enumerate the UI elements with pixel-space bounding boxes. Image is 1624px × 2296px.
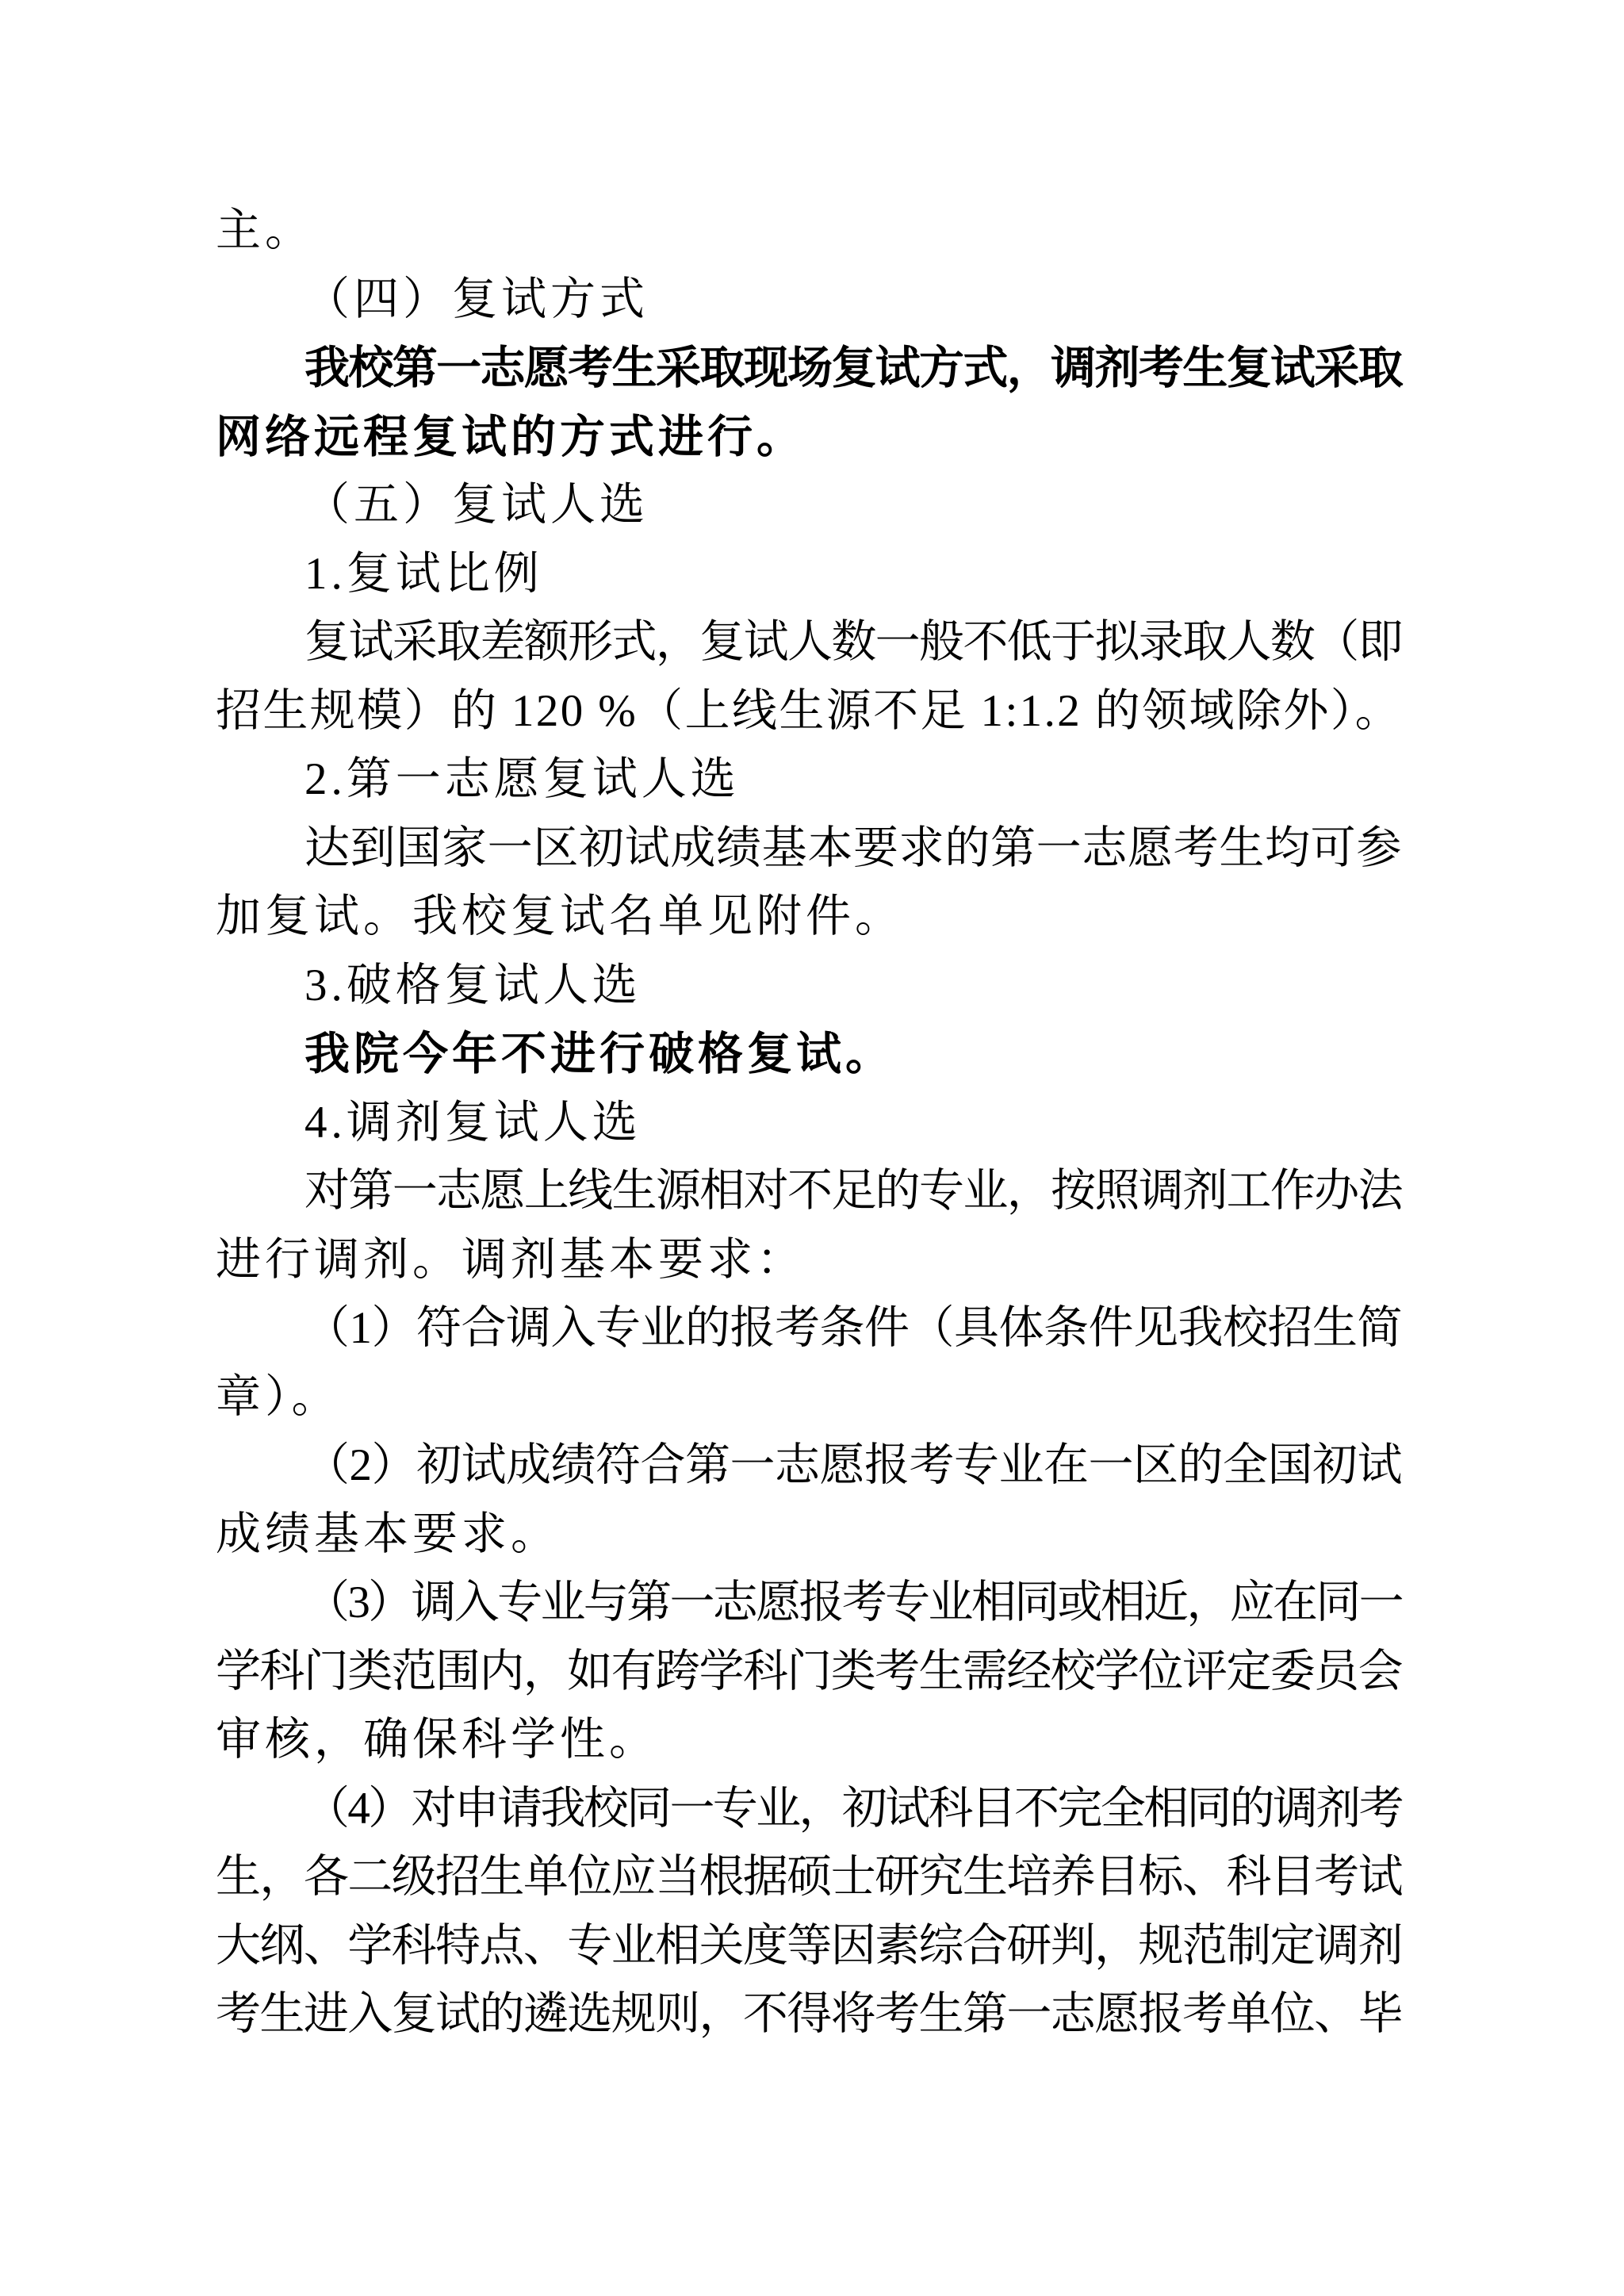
text-line: 进行调剂。调剂基本要求：: [216, 1234, 806, 1285]
paragraph-para-requirement-4: [216, 1775, 1402, 2049]
text-line: 生，各二级招生单位应当根据硕士研究生培养目标、科目考试: [216, 1852, 1402, 1902]
text-line: 考生进入复试的遴选规则，不得将考生第一志愿报考单位、毕: [216, 1989, 1402, 2039]
paragraph-para-requirement-1: [216, 1294, 1402, 1432]
paragraph-heading-section-4: [216, 266, 1402, 335]
text-line: 网络远程复试的方式进行。: [216, 411, 806, 462]
text-line: 审核，确保科学性。: [216, 1715, 658, 1765]
paragraph-para-interview-format: [216, 334, 1402, 471]
text-line: （4）对申请我校同一专业，初试科目不完全相同的调剂考: [304, 1783, 1402, 1834]
text-line: 达到国家一区初试成绩基本要求的第一志愿考生均可参: [304, 822, 1402, 873]
text-line: 4.调剂复试人选: [304, 1097, 642, 1148]
paragraph-heading-section-5: [216, 471, 1402, 540]
text-line: （1）符合调入专业的报考条件（具体条件见我校招生简: [304, 1303, 1402, 1353]
text-line: 对第一志愿上线生源相对不足的专业，按照调剂工作办法: [304, 1166, 1402, 1216]
text-line: （3）调入专业与第一志愿报考专业相同或相近，应在同一: [304, 1577, 1402, 1627]
text-line: 成绩基本要求。: [216, 1508, 560, 1559]
text-line: 我校第一志愿考生采取现场复试方式，调剂考生复试采取: [304, 343, 1402, 393]
paragraph-heading-5-3: [216, 952, 1402, 1021]
text-line: （五）复试人选: [304, 480, 649, 530]
text-line: 主。: [216, 205, 314, 255]
paragraph-heading-5-2: [216, 746, 1402, 815]
paragraph-para-first-choice: [216, 815, 1402, 952]
document-body: [216, 197, 1402, 2049]
text-line: 章）。: [216, 1371, 341, 1422]
paragraph-heading-5-1: [216, 540, 1402, 609]
text-line: 大纲、学科特点、专业相关度等因素综合研判，规范制定调剂: [216, 1920, 1402, 1971]
paragraph-para-requirement-2: [216, 1432, 1402, 1569]
paragraph-para-requirement-3: [216, 1569, 1402, 1775]
text-line: （2）初试成绩符合第一志愿报考专业在一区的全国初试: [304, 1440, 1402, 1490]
paragraph-para-exception: [216, 1020, 1402, 1089]
paragraph-para-adjustment-intro: [216, 1157, 1402, 1294]
text-line: 3.破格复试人选: [304, 960, 642, 1010]
text-line: 招生规模）的 120 %（上线生源不足 1:1.2 的领域除外）。: [216, 685, 1402, 736]
text-line: 学科门类范围内，如有跨学科门类考生需经校学位评定委员会: [216, 1646, 1402, 1696]
text-line: 2.第一志愿复试人选: [304, 754, 740, 804]
paragraph-para-ratio: [216, 608, 1402, 746]
text-line: 1.复试比例: [304, 548, 543, 599]
text-line: 加复试。我校复试名单见附件。: [216, 891, 904, 941]
text-line: （四）复试方式: [304, 274, 649, 324]
paragraph-heading-5-4: [216, 1089, 1402, 1158]
paragraph-continuation-tail: [216, 197, 1402, 266]
text-line: 我院今年不进行破格复试。: [304, 1029, 894, 1079]
text-line: 复试采取差额形式，复试人数一般不低于拟录取人数（即: [304, 617, 1402, 667]
